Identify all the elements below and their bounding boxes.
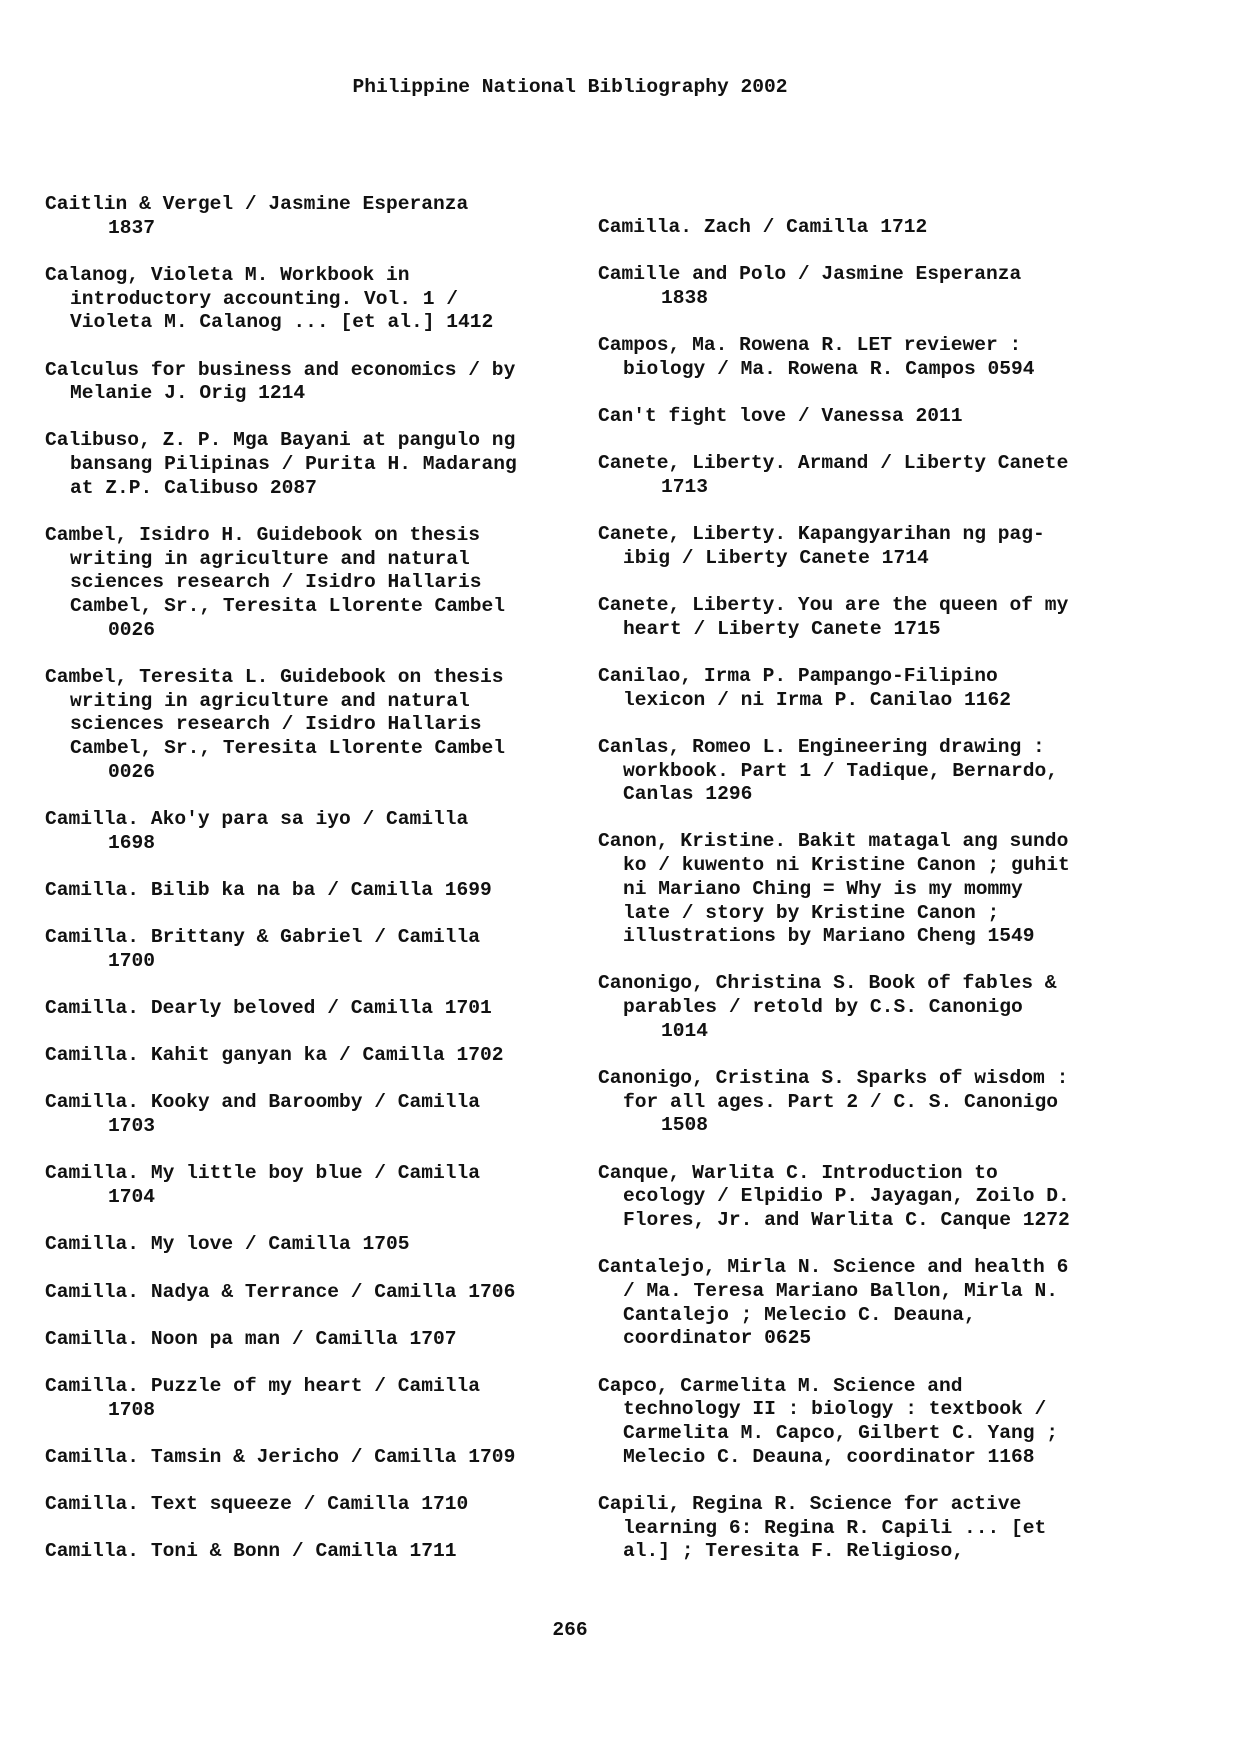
entry-line: Camilla. Bilib ka na ba / Camilla 1699 [45,878,492,901]
entry-line: Camilla. Text squeeze / Camilla 1710 [45,1493,469,1516]
entry-line: Canque, Warlita C. Introduction to [598,1161,998,1184]
index-entry [598,1162,1138,1233]
entry-line: Calculus for business and economics / by [45,358,516,381]
entry-record-number: 0026 [108,760,156,783]
page-number: 266 [552,1619,588,1641]
index-entry [598,594,1138,641]
entry-record-number: 1014 [661,1019,709,1042]
entry-line: bansang Pilipinas / Purita H. Madarang [70,453,517,476]
index-entry [45,666,585,785]
entry-line: Canete, Liberty. You are the queen of my [598,594,1069,617]
index-entry [598,1375,1138,1470]
entry-line: ecology / Elpidio P. Jayagan, Zoilo D. [623,1185,1070,1208]
index-entry [45,193,585,240]
entry-line: writing in agriculture and natural [70,689,470,712]
page-header: Philippine National Bibliography 2002 [352,76,788,98]
entry-line: Melanie J. Orig 1214 [70,382,306,405]
index-entry [598,1493,1138,1564]
index-entry [45,1091,585,1138]
entry-record-number: 1713 [661,475,709,498]
entry-line: Caitlin & Vergel / Jasmine Esperanza [45,193,469,215]
index-entry [45,1162,585,1209]
entry-line: Calanog, Violeta M. Workbook in [45,263,410,286]
entry-line: biology / Ma. Rowena R. Campos 0594 [623,357,1035,380]
entry-record-number: 1708 [108,1398,156,1421]
entry-line: Violeta M. Calanog ... [et al.] 1412 [70,311,494,334]
entry-line: Camilla. My little boy blue / Camilla [45,1162,481,1185]
entry-line: Camilla. Kooky and Baroomby / Camilla [45,1091,481,1114]
entry-line: sciences research / Isidro Hallaris [70,713,482,736]
entry-line: Camilla. Nadya & Terrance / Camilla 1706 [45,1280,516,1303]
entry-record-number: 1508 [661,1114,709,1137]
entry-line: learning 6: Regina R. Capili ... [et [623,1516,1047,1539]
entry-line: Can't fight love / Vanessa 2011 [598,405,963,428]
index-entry [45,1328,585,1352]
entry-record-number: 1698 [108,831,156,854]
index-column-left [45,193,585,1587]
entry-record-number: 1704 [108,1186,156,1209]
entry-record-number: 1838 [661,286,709,309]
entry-line: / Ma. Teresa Mariano Ballon, Mirla N. [623,1280,1059,1302]
index-entry [45,1375,585,1422]
entry-line: Canete, Liberty. Kapangyarihan ng pag- [598,523,1045,546]
entry-line: Flores, Jr. and Warlita C. Canque 1272 [623,1209,1070,1232]
entry-line: Cambel, Sr., Teresita Llorente Cambel [70,595,506,618]
entry-line: Campos, Ma. Rowena R. LET reviewer : [598,334,1022,357]
entry-line: technology II : biology : textbook / [623,1398,1047,1421]
entry-line: Camilla. My love / Camilla 1705 [45,1233,410,1256]
entry-line: late / story by Kristine Canon ; [623,901,1000,924]
index-entry [598,263,1138,310]
index-entry [45,997,585,1021]
entry-line: Capco, Carmelita M. Science and [598,1374,963,1397]
entry-line: al.] ; Teresita F. Religioso, [623,1540,964,1563]
index-entry [598,334,1138,381]
entry-line: lexicon / ni Irma P. Canilao 1162 [623,688,1012,711]
entry-line: Cambel, Isidro H. Guidebook on thesis [45,524,481,547]
entry-line: Canonigo, Christina S. Book of fables & [598,972,1057,995]
index-entry [598,452,1138,499]
index-entry [45,524,585,643]
entry-line: parables / retold by C.S. Canonigo [623,996,1023,1019]
entry-line: Camilla. Kahit ganyan ka / Camilla 1702 [45,1044,504,1067]
index-entry [45,1281,585,1305]
index-entry [45,1044,585,1068]
index-entry [598,523,1138,570]
entry-line: Melecio C. Deauna, coordinator 1168 [623,1445,1035,1468]
index-entry [598,1067,1138,1138]
index-entry [45,359,585,406]
entry-line: Canlas, Romeo L. Engineering drawing : [598,735,1045,758]
entry-line: Canete, Liberty. Armand / Liberty Canete [598,452,1069,475]
entry-line: at Z.P. Calibuso 2087 [70,476,317,499]
entry-line: Camilla. Noon pa man / Camilla 1707 [45,1327,457,1350]
index-entry [598,405,1138,429]
entry-line: sciences research / Isidro Hallaris [70,571,482,594]
index-entry [45,1540,585,1564]
entry-line: Cambel, Teresita L. Guidebook on thesis [45,666,504,689]
entry-line: Calibuso, Z. P. Mga Bayani at pangulo ng [45,429,516,452]
entry-line: Carmelita M. Capco, Gilbert C. Yang ; [623,1422,1059,1445]
entry-line: Camilla. Zach / Camilla 1712 [598,216,928,238]
entry-record-number: 1700 [108,949,156,972]
entry-line: ni Mariano Ching = Why is my mommy [623,877,1023,900]
index-entry [45,429,585,500]
entry-line: workbook. Part 1 / Tadique, Bernardo, [623,759,1059,782]
entry-line: Canlas 1296 [623,783,753,806]
entry-line: illustrations by Mariano Cheng 1549 [623,925,1035,948]
entry-line: Camilla. Brittany & Gabriel / Camilla [45,926,481,949]
index-entry [598,1256,1138,1351]
entry-line: Cantalejo ; Melecio C. Deauna, [623,1303,976,1326]
entry-line: Capili, Regina R. Science for active [598,1492,1022,1515]
entry-line: ibig / Liberty Canete 1714 [623,546,929,569]
entry-line: Camilla. Dearly beloved / Camilla 1701 [45,997,492,1020]
index-entry [45,879,585,903]
entry-line: Camilla. Puzzle of my heart / Camilla [45,1374,481,1397]
entry-line: Camilla. Toni & Bonn / Camilla 1711 [45,1540,457,1563]
index-entry [598,665,1138,712]
index-entry [45,1493,585,1517]
index-entry [45,1233,585,1257]
entry-line: Canilao, Irma P. Pampango-Filipino [598,664,998,687]
entry-line: Canon, Kristine. Bakit matagal ang sundo [598,830,1069,853]
entry-line: Cambel, Sr., Teresita Llorente Cambel [70,737,506,760]
index-entry [598,736,1138,807]
entry-line: Camille and Polo / Jasmine Esperanza [598,263,1022,286]
entry-record-number: 0026 [108,618,156,641]
entry-line: coordinator 0625 [623,1327,812,1350]
index-entry [45,808,585,855]
entry-record-number: 1837 [108,216,156,239]
entry-line: ko / kuwento ni Kristine Canon ; guhit [623,854,1070,877]
entry-record-number: 1703 [108,1115,156,1138]
entry-line: writing in agriculture and natural [70,547,470,570]
entry-line: for all ages. Part 2 / C. S. Canonigo [623,1090,1059,1113]
index-entry [598,972,1138,1043]
index-entry [45,1446,585,1470]
entry-line: Camilla. Ako'y para sa iyo / Camilla [45,808,469,831]
entry-line: Cantalejo, Mirla N. Science and health 6 [598,1256,1069,1279]
entry-line: Canonigo, Cristina S. Sparks of wisdom : [598,1067,1069,1090]
index-entry [598,830,1138,949]
entry-line: Camilla. Tamsin & Jericho / Camilla 1709 [45,1445,516,1468]
index-column-right [598,216,1138,1588]
index-entry [598,216,1138,240]
index-entry [45,264,585,335]
index-entry [45,926,585,973]
entry-line: heart / Liberty Canete 1715 [623,617,941,640]
entry-line: introductory accounting. Vol. 1 / [70,287,459,310]
